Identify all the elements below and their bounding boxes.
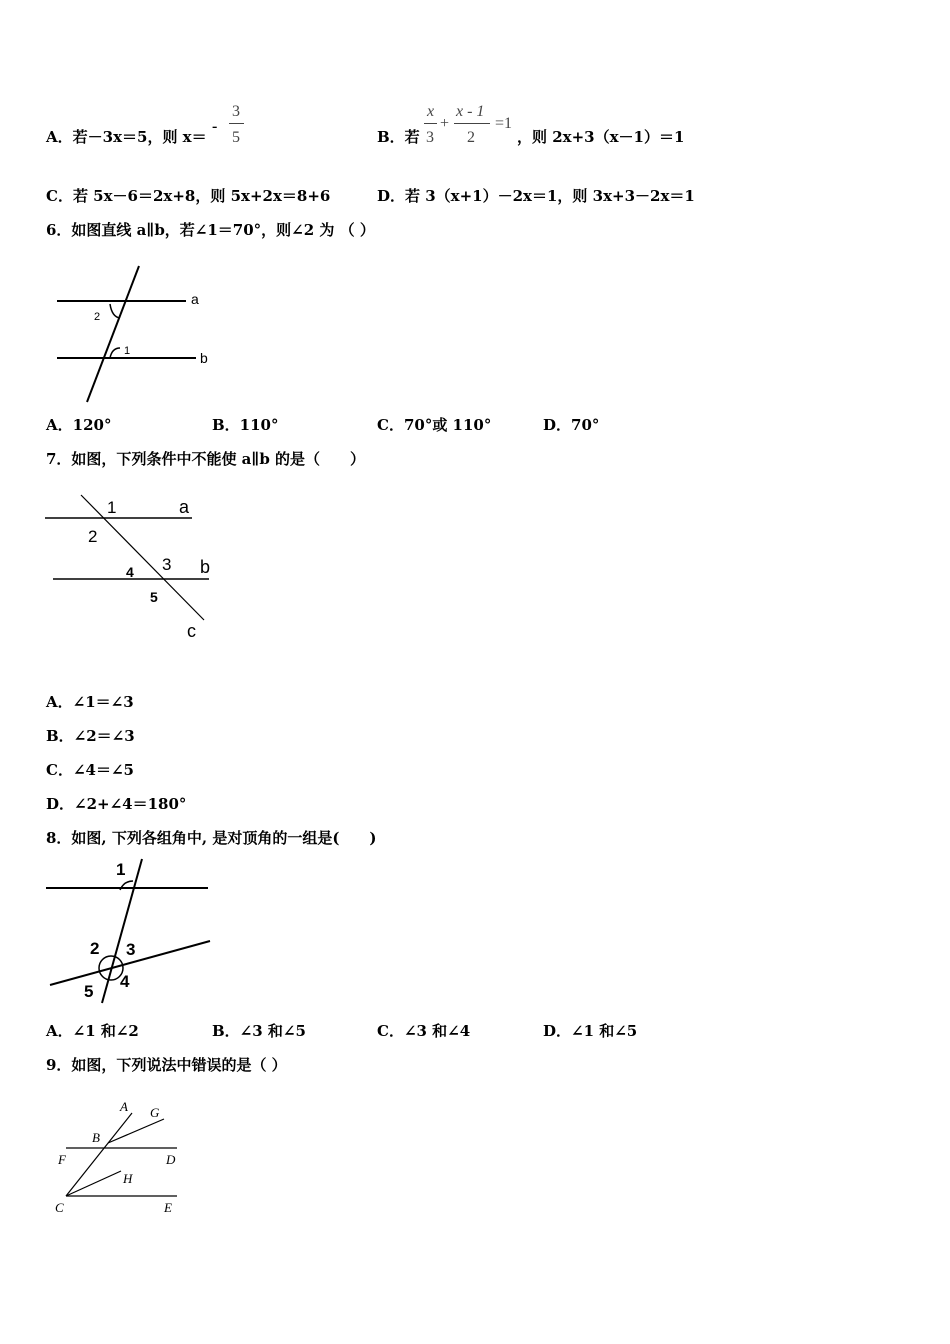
q5-option-b-suffix: ，则 2x+3（x－1）＝1 (517, 128, 685, 146)
q8-label-4: 4 (120, 972, 130, 991)
q7-stem: 7．如图，下列条件中不能使 a∥b 的是（ ） (46, 450, 366, 468)
q6-option-a: A．120° (46, 416, 112, 434)
q9-label-d: D (166, 1152, 176, 1167)
q7-option-c: C．∠4＝∠5 (46, 761, 134, 779)
q7-label-c: c (187, 621, 196, 641)
q8-option-a: A．∠1 和∠2 (46, 1022, 139, 1040)
q6-option-b: B．110° (212, 416, 279, 434)
q5-option-c: C．若 5x－6＝2x+8，则 5x+2x＝8+6 (46, 187, 331, 205)
q7-label-4: 4 (126, 564, 134, 580)
q5-option-a-denominator: 5 (232, 129, 240, 146)
q5-option-d: D．若 3（x+1）－2x＝1，则 3x+3－2x＝1 (377, 187, 695, 205)
q9-label-b: B (92, 1130, 100, 1145)
q8-label-1: 1 (116, 860, 126, 879)
q7-option-b: B．∠2＝∠3 (46, 727, 135, 745)
q8-option-d: D．∠1 和∠5 (543, 1022, 638, 1040)
q5-option-b-bar1 (424, 123, 437, 124)
q7-label-2: 2 (88, 527, 98, 546)
q7-label-1: 1 (107, 498, 117, 517)
q8-label-2: 2 (90, 939, 100, 958)
q6-label-1: 1 (124, 345, 131, 357)
q9-label-a: A (120, 1099, 128, 1114)
q6-option-c: C．70°或 110° (377, 416, 492, 434)
q8-figure (40, 855, 220, 1005)
q7-label-5: 5 (150, 589, 158, 605)
q6-figure (50, 262, 220, 407)
q8-label-3: 3 (126, 940, 136, 959)
q5-option-b-3: 3 (426, 129, 434, 146)
q9-ray-ch (66, 1171, 121, 1196)
q5-option-b-2: 2 (467, 129, 475, 146)
q7-label-b: b (200, 557, 211, 577)
q5-option-b-x: x (427, 103, 435, 120)
q6-angle1-arc (110, 348, 120, 358)
q7-label-a: a (179, 497, 190, 517)
q5-option-a-minus: - (212, 118, 218, 135)
q9-label-f: F (58, 1152, 66, 1167)
q5-option-b-x-minus-1: x - 1 (456, 103, 485, 120)
q8-option-b: B．∠3 和∠5 (212, 1022, 306, 1040)
q9-ray-bg (108, 1119, 164, 1143)
q5-option-a: A．若－3x＝5，则 x＝ (46, 128, 207, 146)
q6-transversal (87, 266, 139, 402)
q7-option-d: D．∠2+∠4＝180° (46, 795, 187, 813)
q8-option-c: C．∠3 和∠4 (377, 1022, 471, 1040)
q6-stem: 6．如图直线 a∥b，若∠1＝70°，则∠2 为 （ ） (46, 221, 375, 239)
q5-option-a-fraction-bar (229, 123, 244, 124)
q9-label-c: C (55, 1200, 64, 1215)
q7-option-a: A．∠1＝∠3 (46, 693, 134, 711)
q6-option-d: D．70° (543, 416, 600, 434)
q8-stem: 8．如图, 下列各组角中, 是对顶角的一组是( ) (46, 829, 377, 847)
q5-option-a-numerator: 3 (232, 103, 240, 120)
q5-option-b-eq1: =1 (495, 115, 513, 132)
q6-label-a: a (191, 291, 199, 307)
q9-label-h: H (123, 1171, 133, 1186)
q8-label-5: 5 (84, 982, 94, 1001)
q5-option-b-bar2 (454, 123, 490, 124)
q6-angle2-arc (110, 304, 120, 318)
q7-figure (40, 488, 230, 643)
q7-label-3: 3 (162, 555, 172, 574)
q9-stem: 9．如图，下列说法中错误的是（ ） (46, 1056, 287, 1074)
q6-label-b: b (200, 350, 208, 366)
q9-label-g: G (150, 1105, 160, 1120)
q6-label-2: 2 (94, 311, 101, 323)
q9-label-e: E (164, 1200, 172, 1215)
q5-option-b-plus: + (440, 115, 450, 132)
q5-option-b-prefix: B．若 (377, 128, 420, 146)
q9-figure (50, 1095, 200, 1225)
